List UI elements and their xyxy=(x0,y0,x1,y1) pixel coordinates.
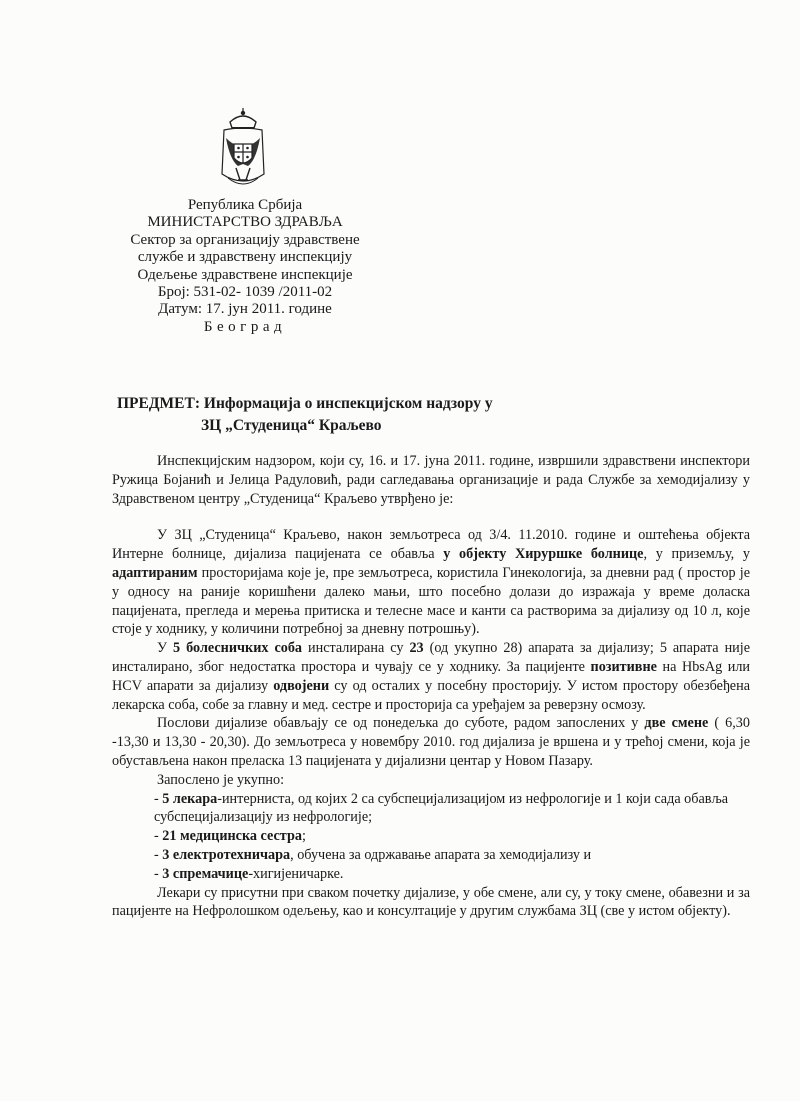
paragraph-doctors-presence: Лекари су присутни при сваком почетку дијализе, у обе смене, али су, у току смене, обавезни и за пацијенте на Нефролошком одељењу, као и консултације у другим службама ЗЦ (све у истом објекту). xyxy=(112,884,750,920)
sector-line-1: Сектор за организацију здравствене xyxy=(130,231,360,248)
document-date: Датум: 17. јун 2011. године xyxy=(158,301,332,318)
serbian-coat-of-arms-icon xyxy=(218,108,268,190)
list-item-cleaners: - 3 спремачице-хигијеничарке. xyxy=(154,865,344,882)
ministry-name: МИНИСТАРСТВО ЗДРАВЉА xyxy=(147,214,343,231)
letterhead xyxy=(120,197,370,336)
paragraph-shifts: Послови дијализе обављају се од понедељка до суботе, радом запослених у две смене ( 6,30 -13,30 и 13,30 - 20,30). До земљотреса у новембру 2010. год дијализа је вршена и у трећој смени, која је обустављена након преласка 13 пацијената у дијализни центар у Новом Пазару. xyxy=(112,715,750,769)
document-number: Број: 531-02- 1039 /2011-02 xyxy=(157,284,333,301)
department-name: Одељење здравствене инспекције xyxy=(137,266,353,283)
subject-label: ПРЕДМЕТ xyxy=(117,395,195,412)
document-body xyxy=(112,452,750,921)
subject-block: ПРЕДМЕТ: Информација о инспекцијском надзору у ЗЦ „Студеница“ Краљево xyxy=(117,393,493,437)
sector-line-2: службе и здравствену инспекцију xyxy=(137,249,353,266)
city-name: Београд xyxy=(203,318,287,335)
paragraph-intro: Инспекцијским надзором, који су, 16. и 17. јуна 2011. године, извршили здравствени инспектори Ружица Бојанић и Јелица Радуловић, ради сагледавања организације и рада Службе за хемодијализу у Здравственом центру „Студеница“ Краљево утврђено је: xyxy=(112,453,750,507)
paragraph-location: У ЗЦ „Студеница“ Краљево, након земљотреса од 3/4. 11.2010. године и оштећења објекта Интерне болнице, дијализа пацијената се обавља у објекту Хируршке болнице, у приземљу, у адаптираним просторијама које је, пре земљотреса, користила Гинекологија, за дневни рад ( простор је у односу на раније коришћени далеко мањи, што посебно долази до изражаја у време доласка пацијената, прегледа и мерења притиска и телесне масе и канти са растворима за дијализу од 10 л, које стоје у ходнику, у количини потребној за дневну потрошњу). xyxy=(112,527,750,638)
republic-name: Република Србија xyxy=(187,197,303,213)
paragraph-staff-intro: Запослено је укупно: xyxy=(157,771,285,788)
list-item-doctors: - 5 лекара-интерниста, од којих 2 са субспецијализацијом из нефрологије и 1 који сада обавља субспецијализацију из нефрологије; xyxy=(154,790,729,826)
list-item-nurses: - 21 медицинска сестра; xyxy=(154,828,306,845)
list-item-technicians: - 3 електротехничара, обучена за одржавање апарата за хемодијализу и xyxy=(154,846,592,863)
paragraph-rooms: У 5 болесничких соба инсталирана су 23 (од укупно 28) апарата за дијализу; 5 апарата није инсталирано, због недостатка простора и чувају се у ходнику. За пацијенте позитивне на HbsAg или HCV апарати за дијализу одвојени су од осталих у посебну просторију. У истом простору обезбеђена лекарска соба, собе за главну и мед. сестре и просторија са уређајем за реверзну осмозу. xyxy=(112,640,751,713)
subject-line-2: ЗЦ „Студеница“ Краљево xyxy=(201,417,382,434)
subject-line-1: Информација о инспекцијском надзору у xyxy=(203,395,493,412)
